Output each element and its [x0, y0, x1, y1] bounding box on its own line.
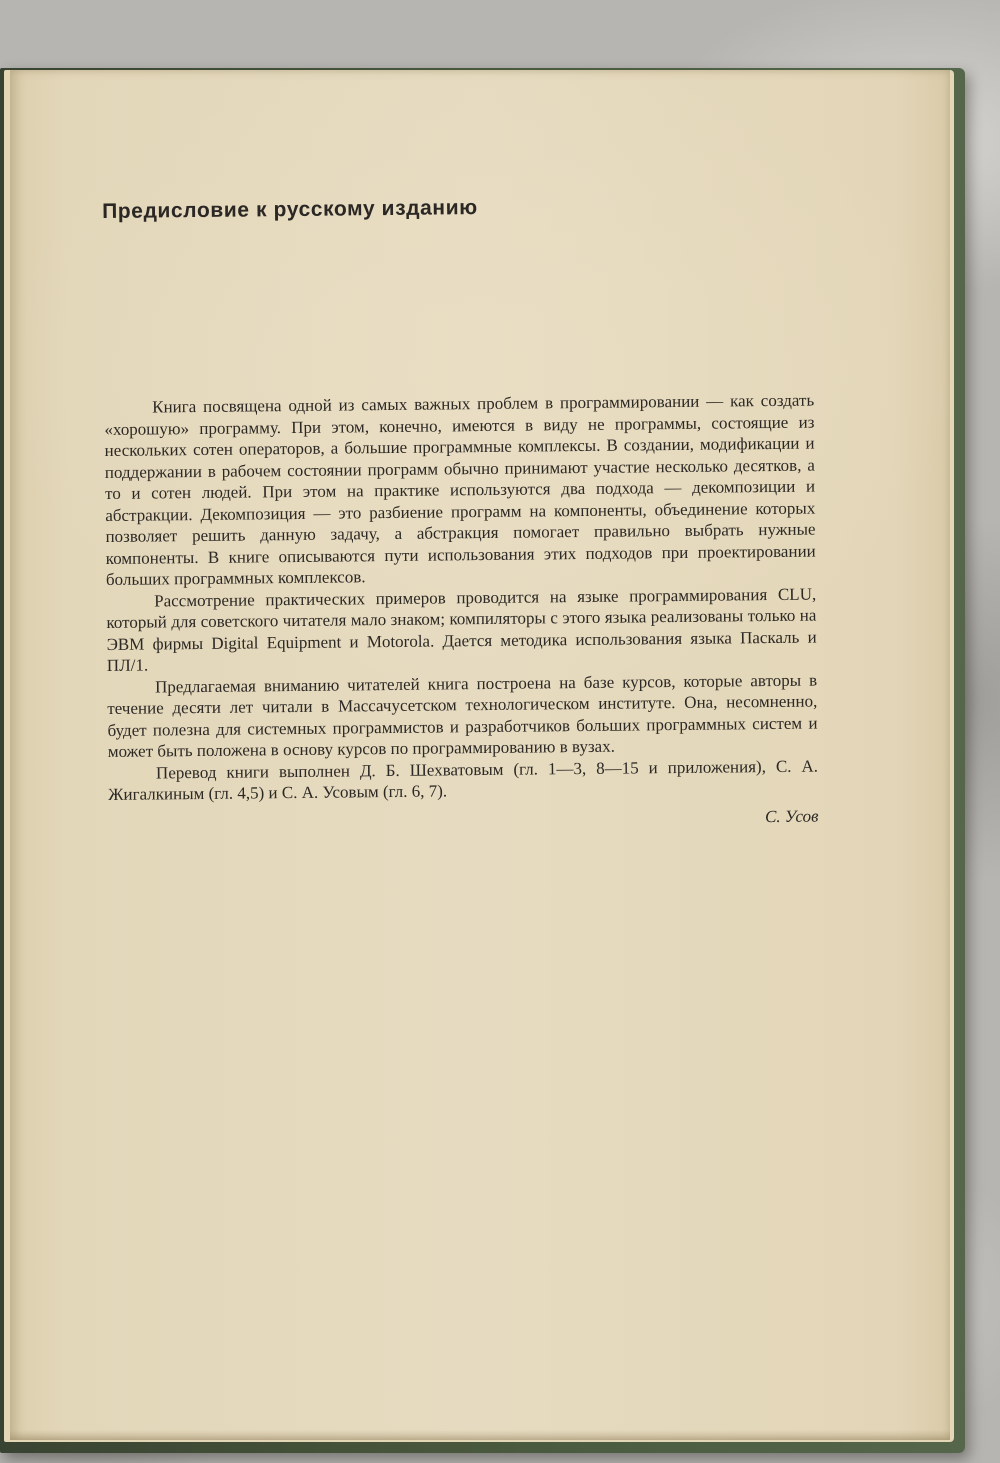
author-signature: С. Усов	[764, 806, 819, 826]
page-title: Предисловие к русскому изданию	[102, 196, 478, 223]
paragraph-4: Перевод книги выполнен Д. Б. Шехватовым (гл. 1—3, 8—15 и приложения), С. А. Жигалкиным (гл. 4,5) и С. А. Усовым (гл. 6, 7).	[108, 756, 819, 804]
preface-body	[104, 390, 818, 806]
book-page	[10, 70, 950, 1440]
paragraph-3: Предлагаемая вниманию читателей книга построена на базе курсов, которые авторы в течение десяти лет читали в Массачусетском технологическом институте. Она, несомненно, будет полезна для системных программистов и разработчиков больших программных систем и может быть положена в основу курсов по программированию в вузах.	[107, 670, 818, 761]
page-bottom-shadow	[10, 1430, 950, 1440]
paragraph-1: Книга посвящена одной из самых важных проблем в программировании — как создать «хорошую» программу. При этом, конечно, имеются в виду не программы, состоящие из нескольких сотен операторов, а большие программные комплексы. В создании, модификации и поддержании в рабочем состоянии программ обычно принимают участие несколько десятков, а то и сотен людей. При этом на практике используются два подхода — декомпозиции и абстракции. Декомпозиция — это разбиение программ на компоненты, объединение которых позволяет решить данную задачу, а абстракция помогает правильно выбрать нужные компоненты. В книге описываются пути использования этих подходов при проектировании больших программных комплексов.	[104, 390, 816, 589]
paragraph-2: Рассмотрение практических примеров проводится на языке программирования CLU, который для советского читателя мало знаком; компиляторы с этого языка реализованы только на ЭВМ фирмы Digital Equipment и Motorola. Дается методика использования языка Паскаль и ПЛ/1.	[106, 584, 817, 675]
page-content	[102, 193, 819, 834]
